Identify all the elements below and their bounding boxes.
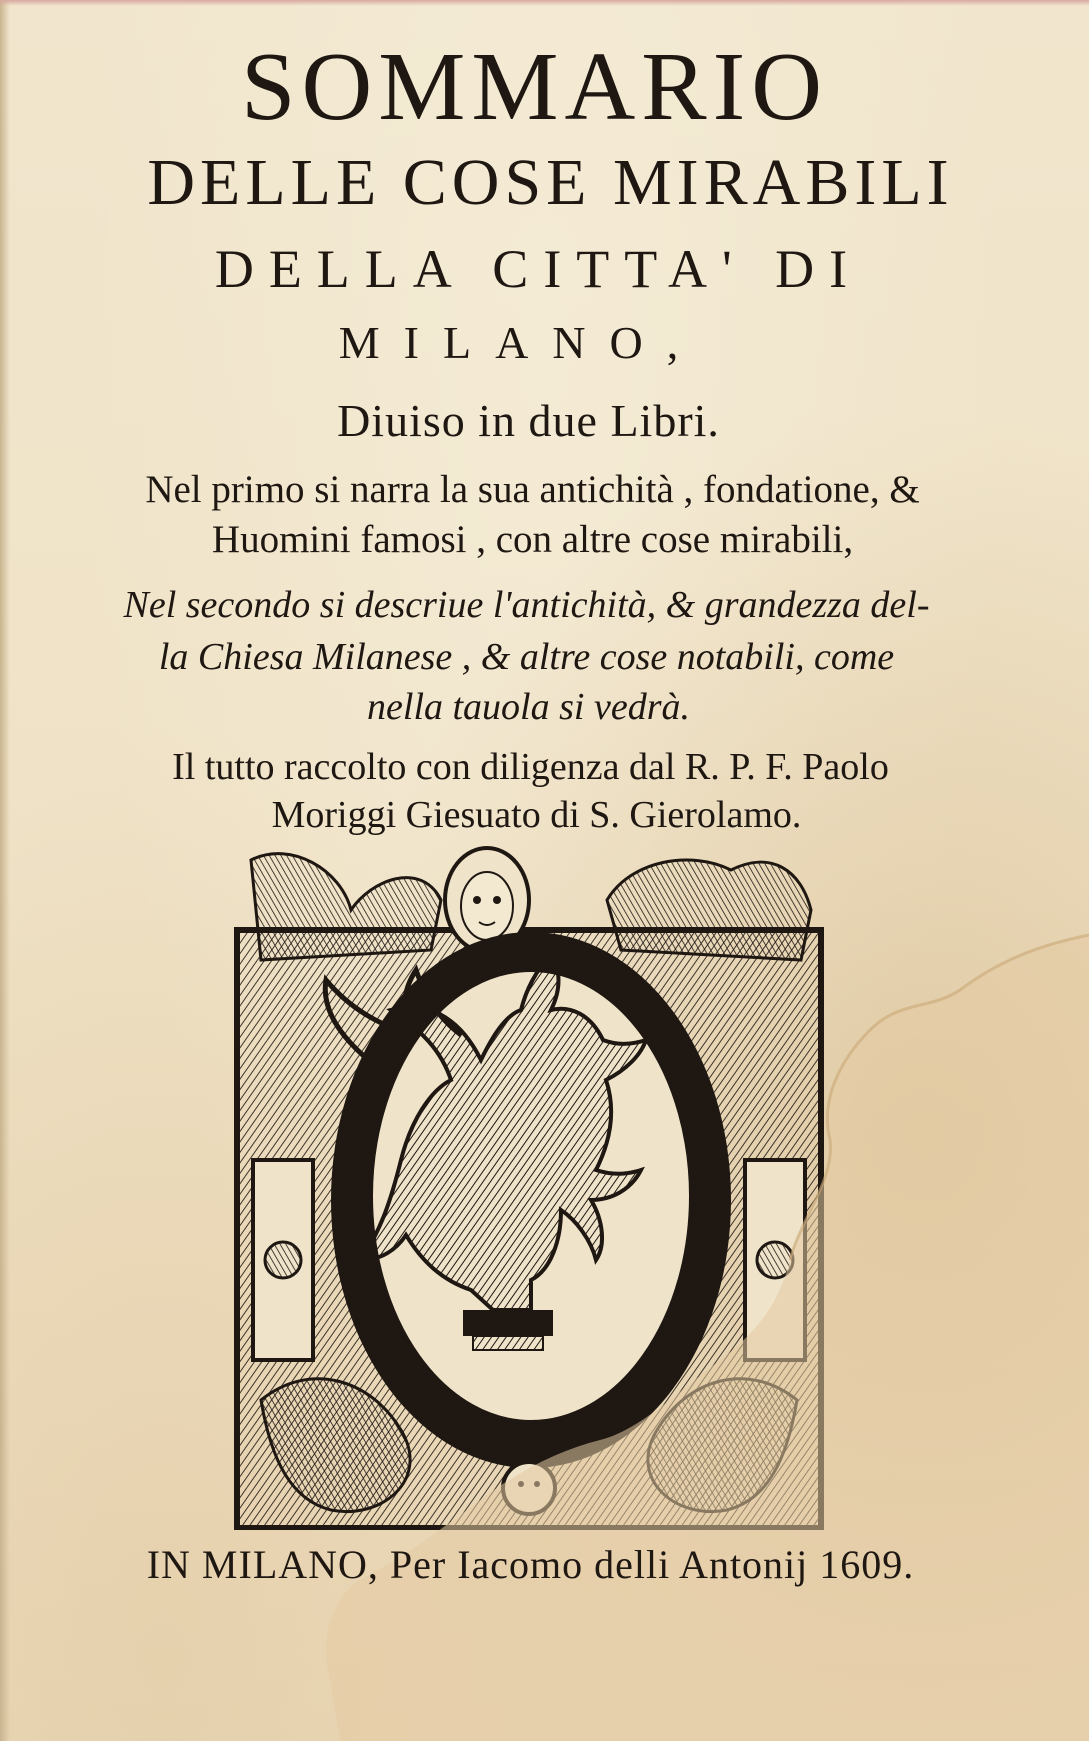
book-two-line-3: nella tauola si vedrà. <box>367 686 690 728</box>
title-line-2: DELLE COSE MIRABILI <box>147 146 954 219</box>
book-one-line-2: Huomini famosi , con altre cose mirabili, <box>211 518 854 561</box>
subtitle: Diuiso in due Libri. <box>337 395 720 446</box>
compiler-line-1: Il tutto raccolto con diligenza dal R. P. F. Paolo <box>172 746 889 788</box>
title-line-4: MILANO, <box>338 317 703 368</box>
book-two-line-2: la Chiesa Milanese , & altre cose notabili, come <box>158 636 895 678</box>
title-line-3: DELLA CITTA' DI <box>214 239 863 299</box>
book-one-line-1: Nel primo si narra la sua antichità , fondatione, & <box>145 468 920 511</box>
compiler-line-2: Moriggi Giesuato di S. Gierolamo. <box>271 794 802 836</box>
imprint: IN MILANO, Per Iacomo delli Antonij 1609. <box>146 1542 915 1587</box>
book-two-line-1: Nel secondo si descriue l'antichità, & grandezza del- <box>123 584 930 626</box>
title-main: SOMMARIO <box>240 33 829 141</box>
